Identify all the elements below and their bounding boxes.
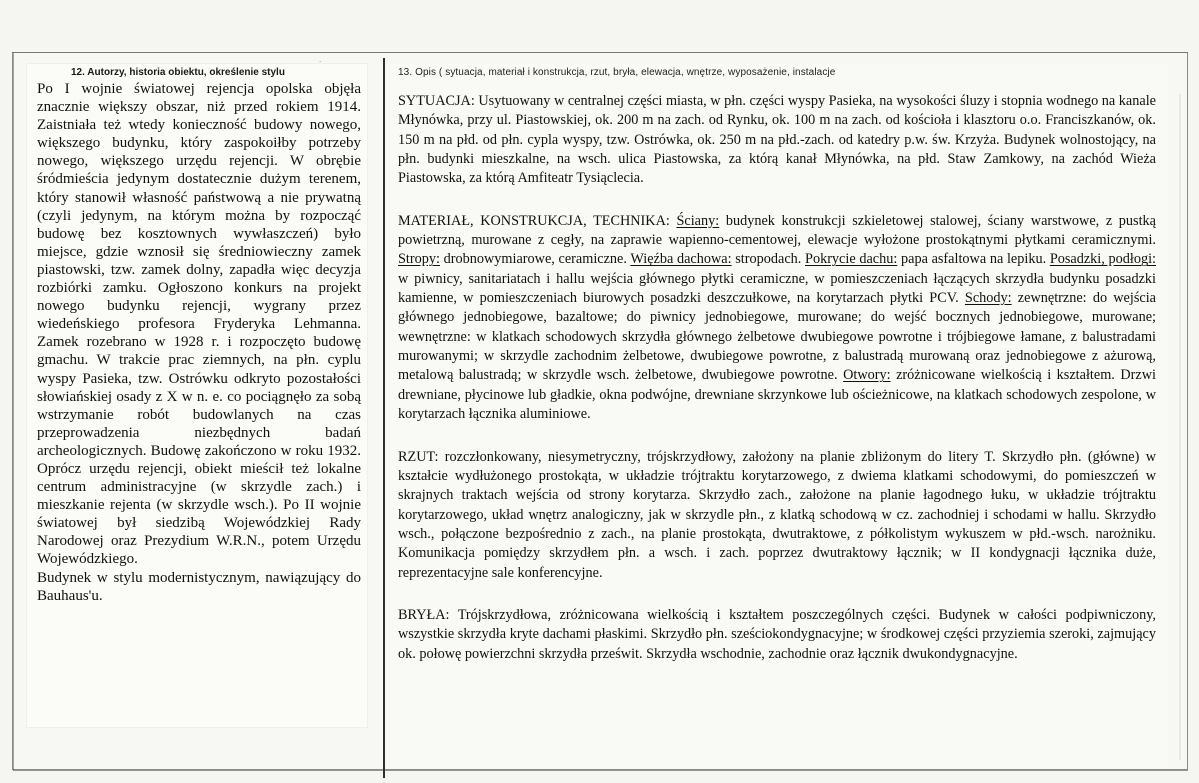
- floors-label: Posadzki, podłogi:: [1049, 251, 1157, 268]
- bryla-paragraph: BRYŁA: Trójskrzydłowa, zróżnicowana wielkością i kształtem poszczególnych części. Budynek w całości podpiwniczony, wszystkie skrzydła kryte dachami płaskimi. Skrzydło płn. sześciokondygnacyjne; w środkowej części przyziemia szeroki, zajmujący ok. połowę powierzchni skrzydła prześwit. Skrzydła wschodnie, zachodnie oraz łącznik dwukondygnacyjne.: [398, 606, 1156, 662]
- scan-edge-shadow: [1179, 94, 1181, 760]
- left-border-line: [13, 53, 14, 770]
- section-12-header: 12. Autorzy, historia obiektu, określenie stylu: [71, 67, 285, 78]
- style-paragraph: Budynek w stylu modernistycznym, nawiązujący do Bauhaus'u.: [37, 569, 361, 604]
- scan-speck: ·: [319, 58, 322, 66]
- column-divider: [383, 58, 385, 778]
- floors-text: w piwnicy, sanitariatach i hallu wejścia głównego płytki ceramiczne, w pomieszczeniach łączących skrzydła budynku posadzki kamienne, w pomieszczeniach biurowych posadzki deszczułkowe, na korytarzach płytki PCV.: [398, 270, 1156, 307]
- rzut-paragraph: RZUT: rozczłonkowany, niesymetryczny, trójskrzydłowy, założony na planie zbliżonym do litery T. Skrzydło płn. (główne) w kształcie wydłużonego prostokąta, w układzie trójtraktu korytarzowego, z dwiema klatkami schodowymi, do pomieszczeń w skrajnych traktach wejścia od strony korytarza. Skrzydło zach., założone na planie łagodnego łuku, w układzie trójtraktu korytarzowego, układ wnętrz analogiczny, jak w skrzydle płn., z klatką schodową w cz. zachodniej i schodami w hallu. Skrzydło wsch., połączone bezpośrednio z zach., na planie prostokąta, dwutraktowe, z półkolistym wykuszem w płd.-wsch. narożniku. Komunikacja pomiędzy skrzydłem płn. a wsch. i zach. poprzez dwutraktowy łącznik; w II kondygnacji łącznika duże, reprezentacyjne sale konferencyjne.: [398, 448, 1156, 581]
- history-text: [37, 80, 361, 605]
- ceilings-text: drobnowymiarowe, ceramiczne.: [439, 251, 631, 268]
- description-text: [398, 92, 1156, 687]
- roofing-label: Pokrycie dachu:: [805, 251, 898, 268]
- roof-truss-label: Więźba dachowa:: [630, 251, 732, 268]
- openings-text: zróżnicowane wielkością i kształtem. Drzwi drewniane, płycinowe lub gładkie, okna podwójne, drewniane skrzynkowe lub ościeżnicowe, na klatkach schodowych zespolone, w korytarzach łącznika aluminiowe.: [398, 367, 1156, 423]
- openings-label: Otwory:: [843, 367, 891, 384]
- material-lead: MATERIAŁ, KONSTRUKCJA, TECHNIKA:: [398, 212, 677, 229]
- stairs-label: Schody:: [964, 290, 1012, 307]
- roof-truss-text: stropodach.: [731, 251, 806, 268]
- history-paragraph: Po I wojnie światowej rejencja opolska objęła znacznie większy obszar, niż przed rokiem 1914. Zaistniała też wtedy konieczność budowy nowego, większego budynku, który zaspokoiłby potrzeby nowego, większego urzędu rejencji. W obrębie śródmieścia jedynym dostatecznie dużym terenem, który stanowił własność państwową a nie prywatną (czyli jedynym, na którym można by rozpocząć budowę bez kosztownych wywłaszczeń) było miejsce, gdzie wznosił się średniowieczny zamek piastowski, tzw. zamek dolny, zapadła więc decyzja rozbiórki zamku. Ogłoszono konkurs na projekt nowego budynku rejencji, wygrany przez wiedeńskiego profesora Fryderyka Lehmanna. Zamek rozebrano w 1928 r. i rozpoczęto budowę gmachu. W trakcie prac ziemnych, na płn. cyplu wyspy Pasieka, tzw. Ostrówku odkryto pozostałości słowiańskiej osady z X w n. e. co pociągnęło za sobą wstrzymanie robót budowlanych na czas przeprowadzenia niezbędnych badań archeologicznych. Budowę zakończono w roku 1932. Oprócz urzędu rejencji, obiekt mieścił też lokalne centrum administracyjne (w skrzydle zach.) i mieszkanie rejenta (w skrzydle wsch.). Po II wojnie światowej był siedzibą Wojewódzkiej Rady Narodowej oraz Prezydium W.R.N., potem Urzędu Wojewódzkiego.: [37, 81, 361, 568]
- walls-label: Ściany:: [676, 212, 720, 229]
- top-border-line: [12, 52, 1188, 53]
- roofing-text: papa asfaltowa na lepiku.: [897, 251, 1050, 268]
- walls-text: budynek konstrukcji szkieletowej stalowej, ściany warstwowe, z pustką powietrzną, murowane z cegły, na zaprawie wapienno-cementowej, elewacje wyłożone prostokątnymi płytkami ceramicznymi.: [398, 212, 1156, 249]
- material-paragraph: [398, 212, 1156, 425]
- sytuacja-paragraph: SYTUACJA: Usytuowany w centralnej części miasta, w płn. części wyspy Pasieka, na wysokości śluzy i stopnia wodnego na kanale Młynówka, przy ul. Piastowskiej, ok. 200 m na zach. od Rynku, ok. 100 m na zach. od kościoła i klasztoru o.o. Franciszkanów, ok. 150 m na płd. od płn. cypla wyspy, tzw. Ostrówka, ok. 250 m na płd.-zach. od katedry p.w. św. Krzyża. Budynek wolnostojący, na płn. budynki mieszkalne, na wsch. ulica Piastowska, za którą kanał Młynówka, na płd. Staw Zamkowy, na zachód Wieża Piastowska, za którą Amfiteatr Tysiąclecia.: [398, 93, 1156, 187]
- ceilings-label: Stropy:: [398, 251, 440, 268]
- bottom-border-line: [13, 770, 1188, 771]
- stairs-text: zewnętrzne: do wejścia głównego jednobiegowe, bazaltowe; do piwnicy jednobiegowe, murowane; do wejść bocznych jednobiegowe, murowane; wewnętrzne: w klatkach schodowych skrzydła głównego żelbetowe dwubiegowe powrotne i trójbiegowe łamane, z balustradami murowanymi; w skrzydle zachodnim żelbetowe, dwubiegowe powrotne, z balustradą murowaną oraz jednobiegowe z ażurową, metalową balustradą; w skrzydle wsch. żelbetowe, dwubiegowe powrotne.: [398, 290, 1156, 384]
- section-13-header: 13. Opis ( sytuacja, materiał i konstrukcja, rzut, bryła, elewacja, wnętrze, wyposażenie, instalacje: [398, 67, 836, 78]
